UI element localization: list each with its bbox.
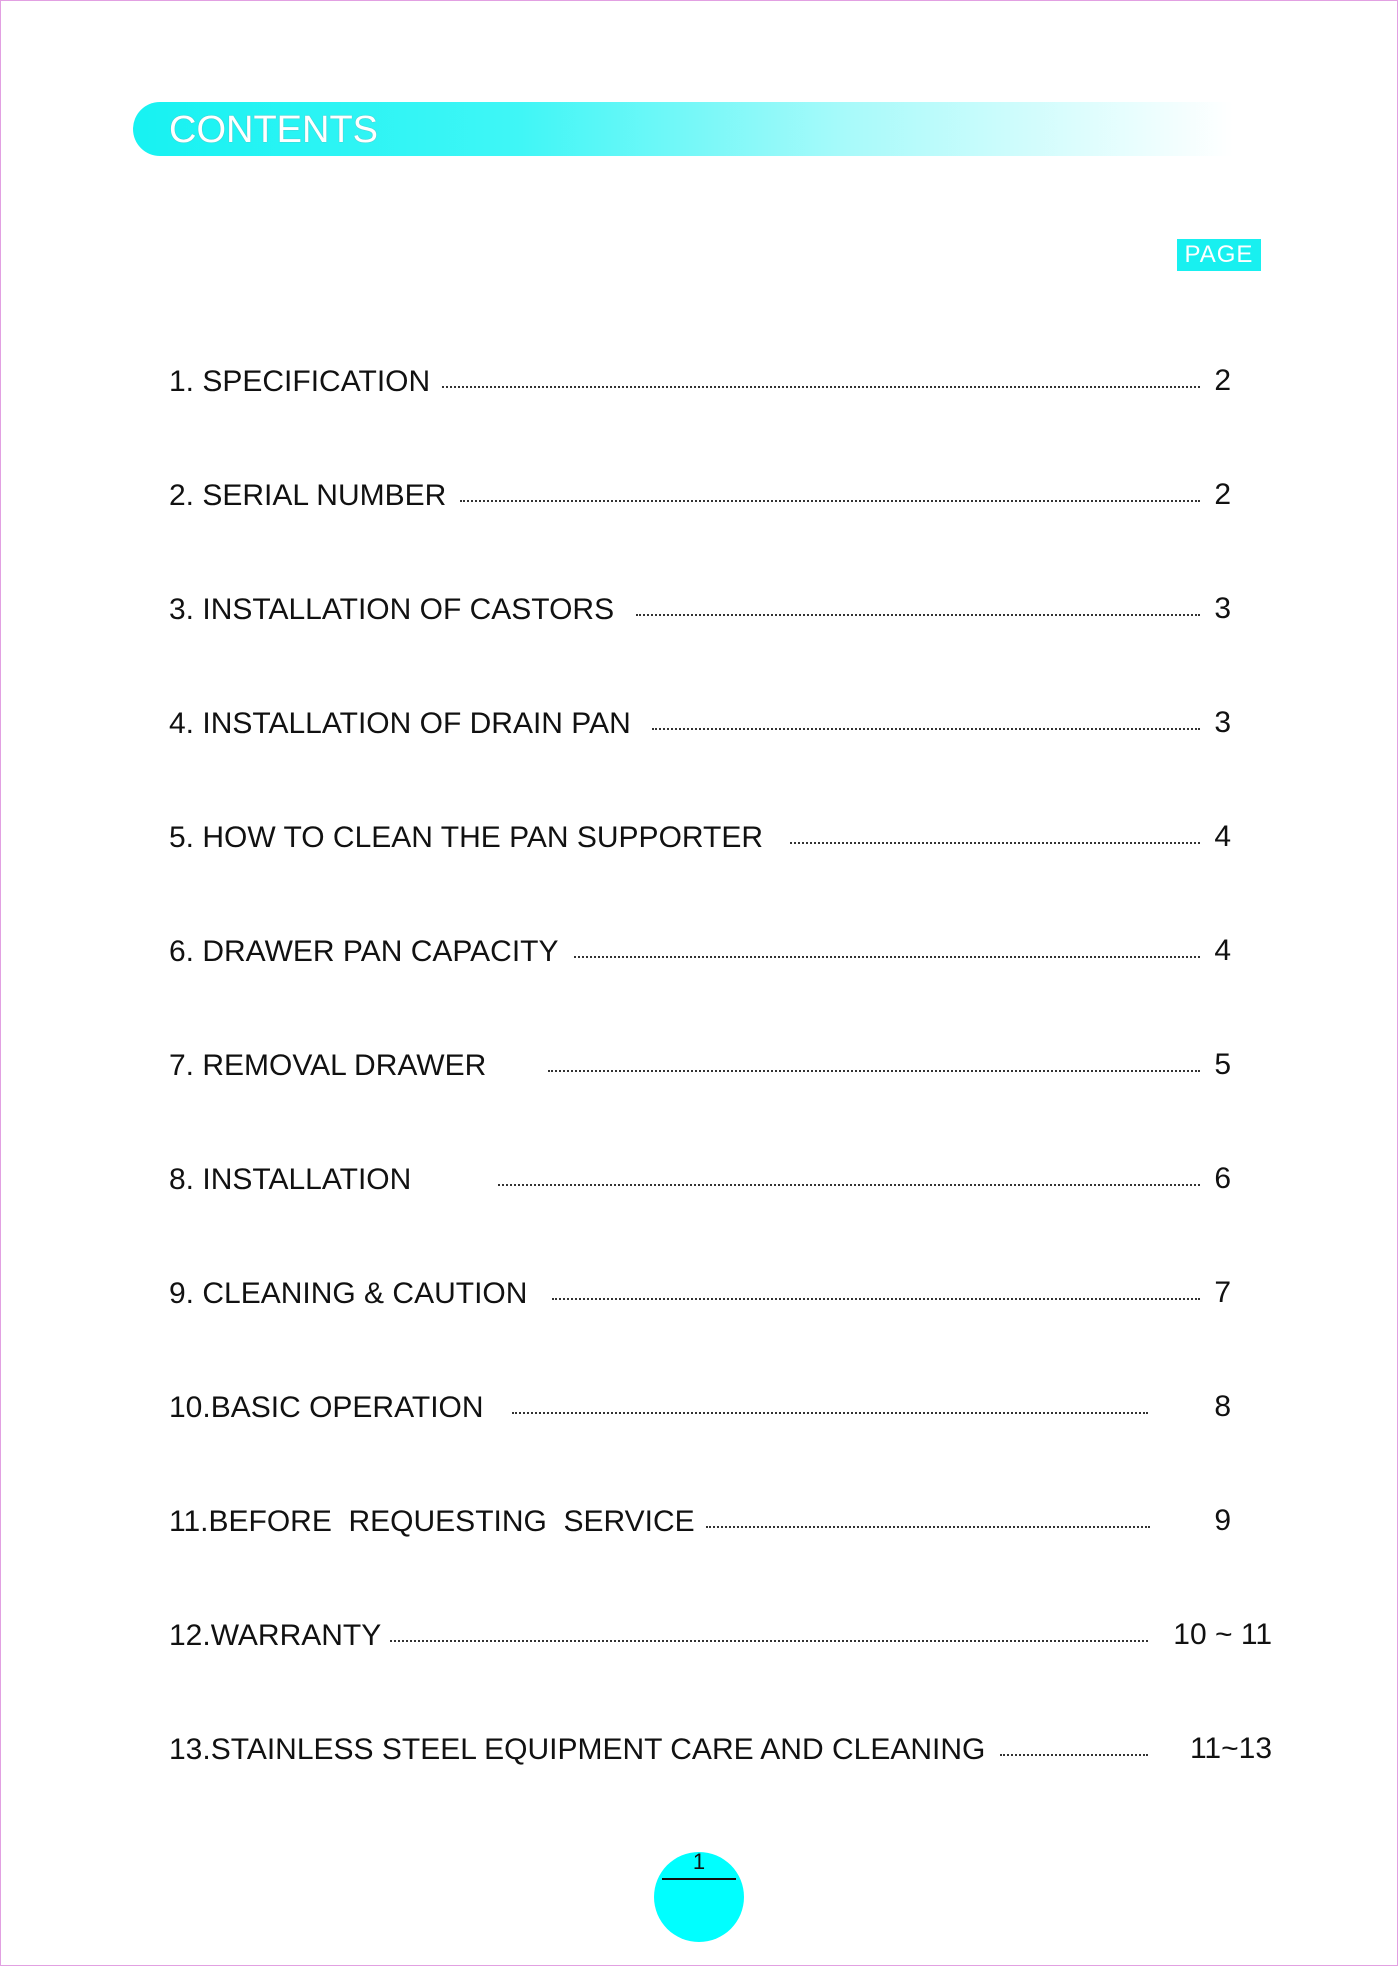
toc-item-label: 12.WARRANTY xyxy=(169,1619,382,1652)
toc-item[interactable] xyxy=(169,1274,527,1314)
toc-item-page: 2 xyxy=(1214,364,1231,397)
toc-item[interactable] xyxy=(169,818,763,858)
toc-leader-dots xyxy=(442,386,1200,388)
toc-item[interactable] xyxy=(169,476,446,516)
toc-item[interactable] xyxy=(169,1046,486,1086)
toc-item-page: 4 xyxy=(1214,820,1231,853)
page-number-rule xyxy=(662,1878,736,1880)
page-number: 1 xyxy=(692,1849,706,1874)
toc-item-label: 4. INSTALLATION OF DRAIN PAN xyxy=(169,707,631,740)
toc-item-label: 3. INSTALLATION OF CASTORS xyxy=(169,593,615,626)
toc-item[interactable] xyxy=(169,362,430,402)
toc-leader-dots xyxy=(790,842,1200,844)
toc-item-label: 9. CLEANING & CAUTION xyxy=(169,1277,528,1310)
toc-item-label: 8. INSTALLATION xyxy=(169,1163,412,1196)
toc-leader-dots xyxy=(574,956,1200,958)
toc-leader-dots xyxy=(552,1298,1200,1300)
toc-item-page: 9 xyxy=(1214,1504,1231,1537)
contents-title: CONTENTS xyxy=(169,109,378,151)
toc-item[interactable] xyxy=(169,932,559,972)
toc-item-label: 1. SPECIFICATION xyxy=(169,365,431,398)
toc-leader-dots xyxy=(652,728,1200,730)
toc-item-label: 2. SERIAL NUMBER xyxy=(169,479,447,512)
toc-leader-dots xyxy=(460,500,1200,502)
toc-item[interactable] xyxy=(169,1160,411,1200)
page-column-label: PAGE xyxy=(1177,239,1261,271)
toc-item-label: 5. HOW TO CLEAN THE PAN SUPPORTER xyxy=(169,821,764,854)
toc-item-page: 11~13 xyxy=(1189,1732,1272,1765)
toc-item-page: 8 xyxy=(1214,1390,1231,1423)
toc-item[interactable] xyxy=(169,1730,985,1770)
toc-item-label: 7. REMOVAL DRAWER xyxy=(169,1049,487,1082)
toc-item[interactable] xyxy=(169,1616,381,1656)
toc-item-page: 7 xyxy=(1214,1276,1231,1309)
toc-item-page: 3 xyxy=(1214,592,1231,625)
toc-item-label: 6. DRAWER PAN CAPACITY xyxy=(169,935,559,968)
toc-leader-dots xyxy=(1000,1754,1148,1756)
toc-leader-dots xyxy=(390,1640,1148,1642)
toc-item-page: 5 xyxy=(1214,1048,1231,1081)
toc-item-page: 10 ~ 11 xyxy=(1173,1618,1272,1651)
toc-item[interactable] xyxy=(169,590,614,630)
toc-item-page: 4 xyxy=(1214,934,1231,967)
toc-item-label: 13.STAINLESS STEEL EQUIPMENT CARE AND CLEANING xyxy=(169,1733,986,1766)
toc-item[interactable] xyxy=(169,704,631,744)
toc-leader-dots xyxy=(706,1526,1150,1528)
toc-leader-dots xyxy=(498,1184,1200,1186)
toc-item-page: 3 xyxy=(1214,706,1231,739)
toc-item[interactable] xyxy=(169,1388,484,1428)
toc-item-label: 11.BEFORE REQUESTING SERVICE xyxy=(169,1505,695,1538)
toc-leader-dots xyxy=(548,1070,1200,1072)
toc-item[interactable] xyxy=(169,1502,695,1542)
contents-title-bar xyxy=(133,102,1233,156)
toc-item-page: 6 xyxy=(1214,1162,1231,1195)
toc-leader-dots xyxy=(636,614,1200,616)
toc-leader-dots xyxy=(512,1412,1148,1414)
toc-item-label: 10.BASIC OPERATION xyxy=(169,1391,484,1424)
toc-item-page: 2 xyxy=(1214,478,1231,511)
